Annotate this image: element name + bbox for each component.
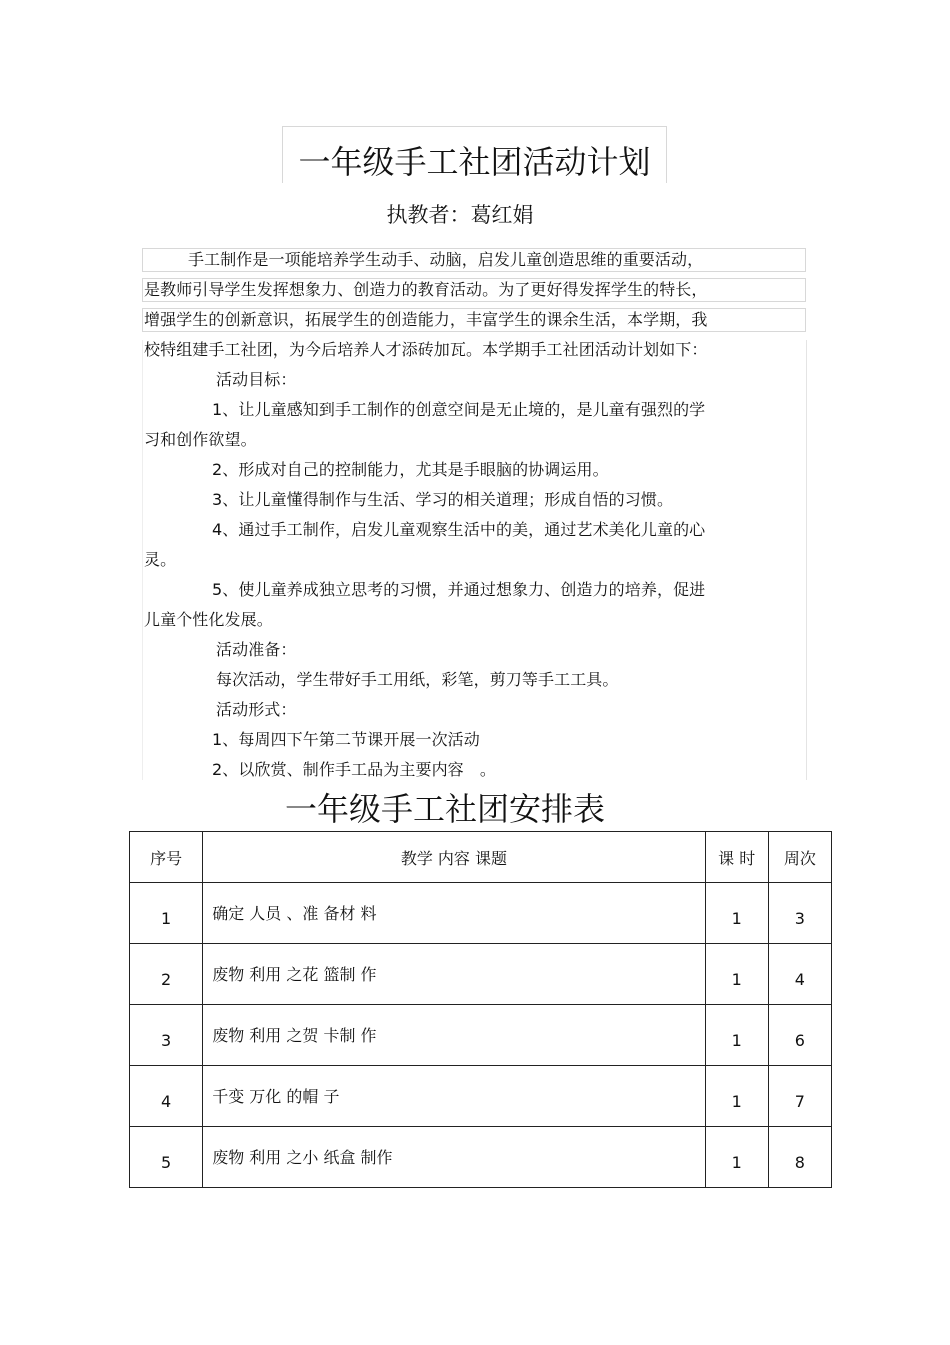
cell-no: 2 [130, 944, 203, 1005]
cell-topic: 确定 人员 、准 备材 料 [203, 883, 705, 944]
goals-heading: 活动目标： [216, 370, 297, 389]
intro-line: 手工制作是一项能培养学生动手、动脑，启发儿童创造思维的重要活动， [188, 250, 704, 269]
preparation-heading: 活动准备： [216, 640, 297, 659]
cell-topic: 千变 万化 的帽 子 [203, 1066, 705, 1127]
author-line: 执教者：葛红娟 [386, 203, 534, 227]
schedule-title: 一年级手工社团安排表 [284, 790, 605, 828]
goal-line: 儿童个性化发展。 [144, 610, 273, 629]
table-row [130, 883, 832, 944]
cell-no: 3 [130, 1005, 203, 1066]
goal-line: 1、让儿童感知到手工制作的创意空间是无止境的，是儿童有强烈的学 [212, 400, 706, 419]
cell-hours: 1 [705, 1127, 768, 1188]
cell-week: 4 [768, 944, 831, 1005]
goal-line: 3、让儿童懂得制作与生活、学习的相关道理；形成自悟的习惯。 [212, 490, 674, 509]
cell-week: 3 [768, 883, 831, 944]
goal-line: 习和创作欲望。 [144, 430, 257, 449]
format-line: 1、每周四下午第二节课开展一次活动 [212, 730, 480, 749]
cell-hours: 1 [705, 944, 768, 1005]
table-row [130, 1127, 832, 1188]
format-line: 2、以欣赏、制作手工品为主要内容 。 [212, 760, 496, 779]
document-title: 一年级手工社团活动计划 [298, 143, 651, 181]
intro-line: 是教师引导学生发挥想象力、创造力的教育活动。为了更好得发挥学生的特长， [144, 280, 708, 299]
preparation-text: 每次活动，学生带好手工用纸，彩笔，剪刀等手工工具。 [216, 670, 619, 689]
cell-no: 1 [130, 883, 203, 944]
cell-no: 4 [130, 1066, 203, 1127]
goal-line: 4、通过手工制作，启发儿童观察生活中的美，通过艺术美化儿童的心 [212, 520, 706, 539]
format-heading: 活动形式： [216, 700, 297, 719]
goal-line: 2、形成对自己的控制能力，尤其是手眼脑的协调运用。 [212, 460, 609, 479]
goal-line: 5、使儿童养成独立思考的习惯，并通过想象力、创造力的培养，促进 [212, 580, 706, 599]
cell-hours: 1 [705, 1066, 768, 1127]
schedule-table [129, 831, 832, 1188]
table-header-row [130, 832, 832, 883]
cell-topic: 废物 利用 之贺 卡制 作 [203, 1005, 705, 1066]
cell-week: 6 [768, 1005, 831, 1066]
header-no: 序号 [130, 832, 203, 883]
table-row [130, 1066, 832, 1127]
cell-hours: 1 [705, 1005, 768, 1066]
cell-no: 5 [130, 1127, 203, 1188]
header-topic: 教学 内容 课题 [203, 832, 705, 883]
cell-hours: 1 [705, 883, 768, 944]
goal-line: 灵。 [144, 550, 177, 569]
intro-line: 校特组建手工社团，为今后培养人才添砖加瓦。本学期手工社团活动计划如下： [144, 340, 708, 359]
table-row [130, 1005, 832, 1066]
header-hours: 课 时 [705, 832, 768, 883]
cell-topic: 废物 利用 之小 纸盒 制作 [203, 1127, 705, 1188]
header-week: 周次 [768, 832, 831, 883]
cell-topic: 废物 利用 之花 篮制 作 [203, 944, 705, 1005]
intro-line: 增强学生的创新意识，拓展学生的创造能力，丰富学生的课余生活，本学期，我 [144, 310, 708, 329]
cell-week: 8 [768, 1127, 831, 1188]
table-row [130, 944, 832, 1005]
cell-week: 7 [768, 1066, 831, 1127]
